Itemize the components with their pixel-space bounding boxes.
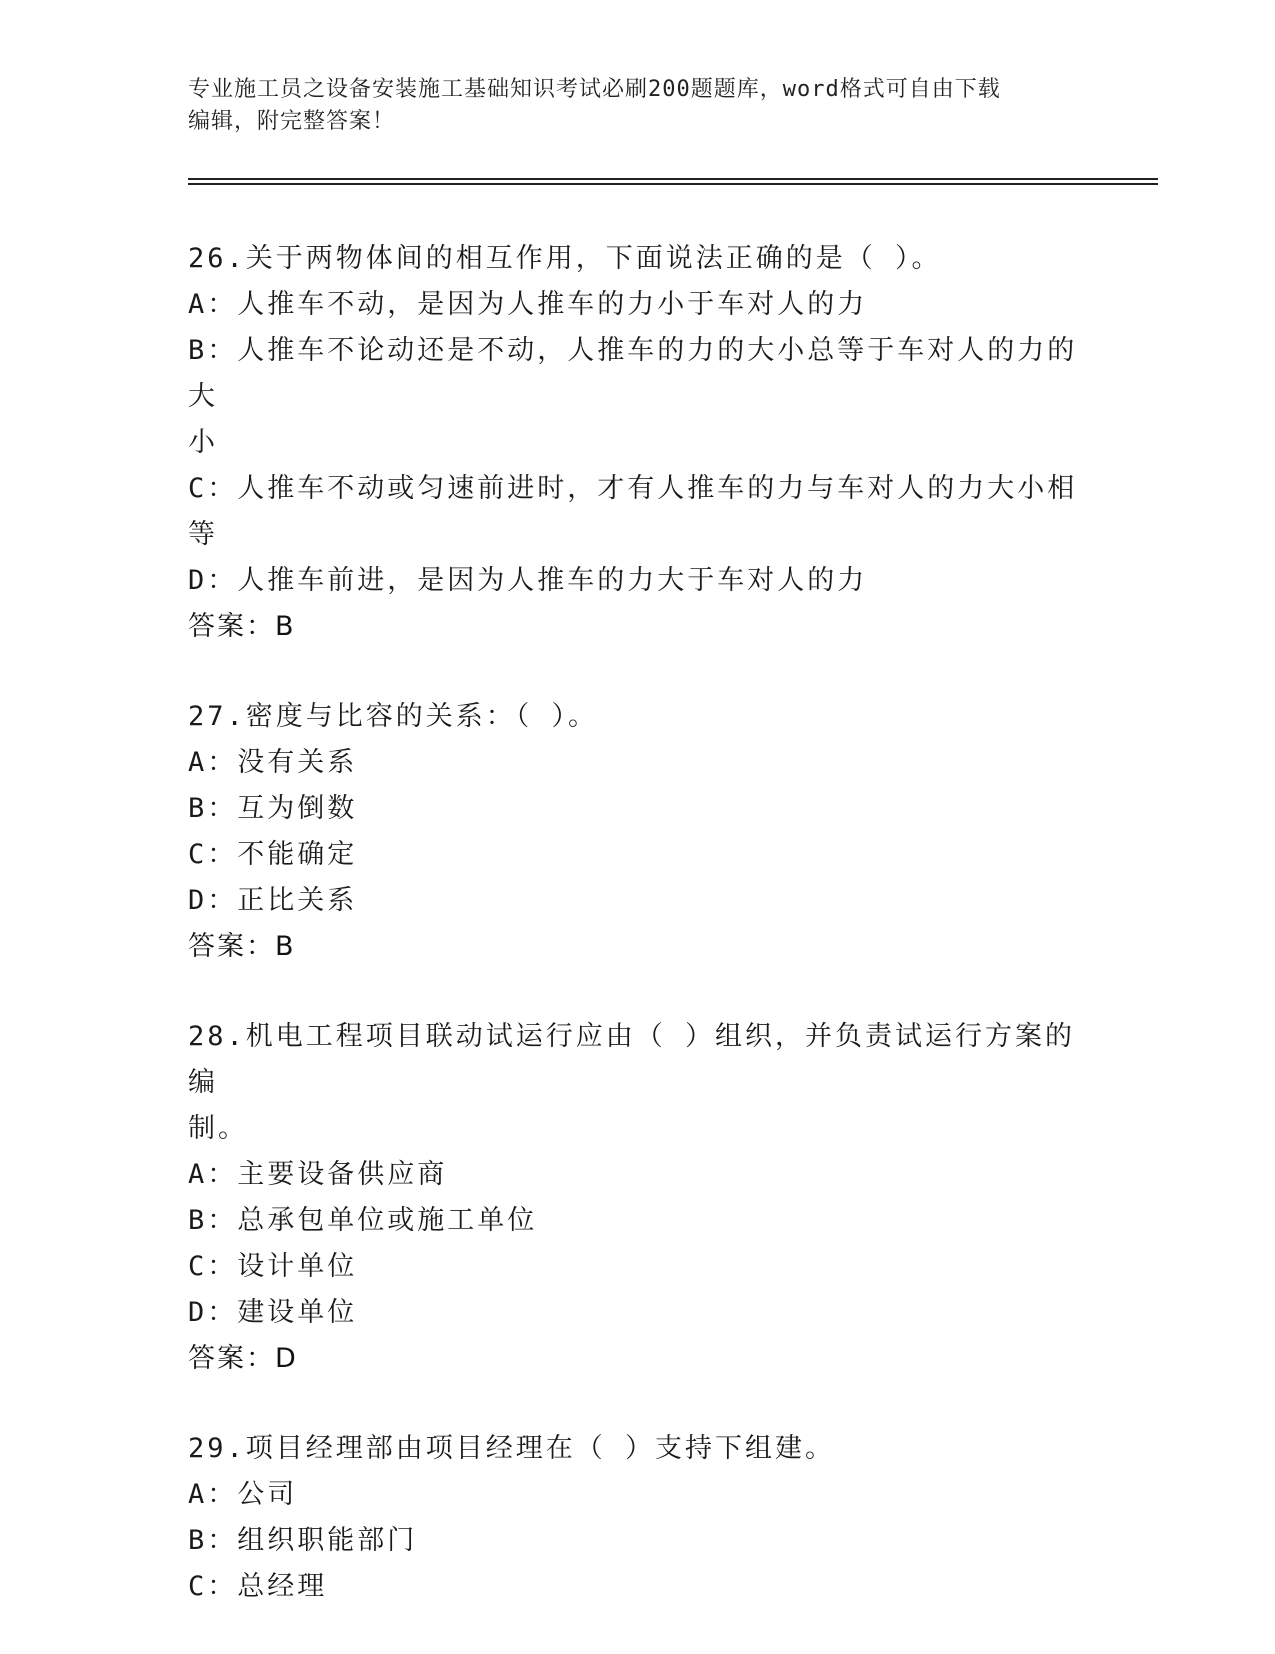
option-text: 总承包单位或施工单位 [237,1205,538,1236]
option-text: 不能确定 [237,839,358,870]
option-letter: C： [188,839,238,870]
option-text: 人推车不论动还是不动，人推车的力的大小总等于车对人的力的大 [188,335,1078,412]
answer-key: 答案：D [188,1343,298,1374]
option-letter: D： [188,1297,238,1328]
header-line-1: 专业施工员之设备安装施工基础知识考试必刷200题题库，word格式可自由下载 [188,77,1001,102]
option-letter: A： [188,1159,238,1190]
answer-option [188,832,1088,878]
option-text: 总经理 [237,1571,328,1602]
question-list [188,236,1088,1654]
answer-option [188,558,1088,604]
question-block [188,1014,1088,1382]
answer-option [188,1518,1088,1564]
question-stem: 26.关于两物体间的相互作用，下面说法正确的是（ ）。 [188,243,942,274]
answer-option [188,1472,1088,1518]
option-text: 互为倒数 [237,793,358,824]
question-block [188,1426,1088,1610]
answer-option [188,1244,1088,1290]
option-letter: C： [188,473,238,504]
answer-option [188,878,1088,924]
option-letter: A： [188,747,238,778]
answer-key: 答案：B [188,611,296,642]
option-letter: B： [188,1525,238,1556]
answer-key: 答案：B [188,931,296,962]
question-block [188,236,1088,650]
question-block [188,694,1088,970]
option-text: 人推车不动，是因为人推车的力小于车对人的力 [237,289,868,320]
question-stem: 27.密度与比容的关系：（ ）。 [188,701,599,732]
header-line-2: 编辑，附完整答案！ [188,109,396,134]
answer-option [188,1198,1088,1244]
option-letter: D： [188,565,238,596]
option-text: 建设单位 [237,1297,358,1328]
question-stem: 28.机电工程项目联动试运行应由（ ）组织，并负责试运行方案的编 [188,1021,1076,1098]
answer-option [188,1290,1088,1336]
option-text: 小 [188,427,218,458]
option-letter: B： [188,1205,238,1236]
answer-option [188,466,1088,558]
answer-option [188,328,1088,420]
option-letter: B： [188,335,238,366]
option-text: 主要设备供应商 [237,1159,448,1190]
answer-option [188,1152,1088,1198]
option-letter: B： [188,793,238,824]
header-divider-top [188,178,1158,180]
option-text: 设计单位 [237,1251,358,1282]
option-letter: A： [188,289,238,320]
question-stem: 制。 [188,1113,248,1144]
question-stem: 29.项目经理部由项目经理在（ ）支持下组建。 [188,1433,836,1464]
option-letter: D： [188,885,238,916]
answer-option [188,740,1088,786]
option-text: 组织职能部门 [237,1525,418,1556]
option-text: 公司 [237,1479,298,1510]
option-text: 没有关系 [237,747,358,778]
answer-option [188,786,1088,832]
header-divider-bottom [188,183,1158,185]
option-letter: A： [188,1479,238,1510]
answer-option [188,282,1088,328]
answer-option [188,1564,1088,1610]
document-header [188,74,1088,138]
option-text: 正比关系 [237,885,358,916]
option-text: 人推车不动或匀速前进时，才有人推车的力与车对人的力大小相等 [188,473,1078,550]
option-letter: C： [188,1571,238,1602]
answer-option [188,420,1088,466]
option-letter: C： [188,1251,238,1282]
option-text: 人推车前进，是因为人推车的力大于车对人的力 [237,565,868,596]
